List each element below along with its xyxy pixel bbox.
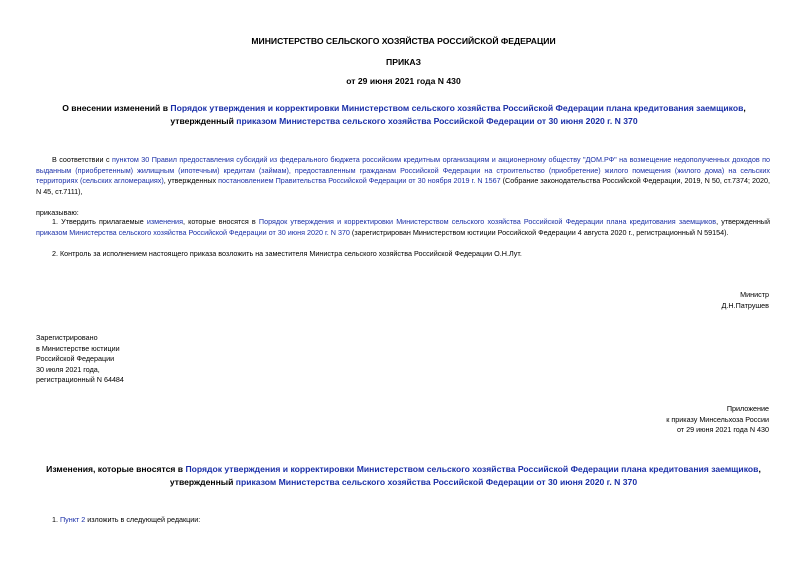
item-1-link-changes[interactable]: изменения	[146, 217, 183, 226]
title-mid: , утвержденный	[170, 103, 746, 126]
preamble-text-1: В соответствии с	[52, 155, 113, 164]
order-word: приказываю:	[36, 208, 79, 217]
document-type: ПРИКАЗ	[386, 57, 421, 67]
changes-title	[40, 463, 767, 489]
item-1-text-1: 1. Утвердить прилагаемые	[52, 217, 147, 226]
signature-position: Министр	[740, 290, 769, 299]
changes-title-prefix: Изменения, которые вносятся в	[46, 464, 186, 474]
preamble-link-decree[interactable]: постановлением Правительства Российской Федерации от 30 ноября 2019 г. N 1567	[218, 176, 501, 186]
registration-block	[36, 333, 124, 386]
order-date-number: от 29 июня 2021 года N 430	[346, 76, 461, 86]
item-1-text-4: (зарегистрирован Министерством юстиции Российской Федерации 4 августа 2020 г., регистрационный N 59154).	[349, 227, 729, 237]
change-1-text: изложить в следующей редакции:	[85, 515, 201, 524]
preamble-text-3: (Собрание законодательства Российской Федерации, 2019, N 50, ст.7374; 2020, N 45, ст.7111),	[36, 176, 770, 196]
registration-line: Зарегистрировано	[36, 333, 98, 342]
appendix-line: к приказу Минсельхоза России	[666, 414, 769, 424]
title-prefix: О внесении изменений в	[62, 103, 171, 113]
changes-title-link-procedure[interactable]: Порядок утверждения и корректировки Министерством сельского хозяйства Российской Федерации плана кредитования заемщиков	[185, 464, 759, 474]
title-link-order-370[interactable]: приказом Министерства сельского хозяйства Российской Федерации от 30 июня 2020 г. N 370	[236, 116, 638, 126]
preamble-paragraph	[36, 155, 770, 197]
change-1-paragraph	[52, 515, 200, 526]
appendix-block	[666, 404, 769, 436]
appendix-line: от 29 июня 2021 года N 430	[676, 425, 769, 435]
item-1-text-2: , которые вносятся в	[182, 217, 259, 226]
registration-line: Российской Федерации	[36, 354, 115, 364]
item-1-link-order-370[interactable]: приказом Министерства сельского хозяйства Российской Федерации от 30 июня 2020 г. N 370	[36, 227, 350, 237]
registration-line: 30 июля 2021 года,	[36, 364, 100, 374]
signature-name: Д.Н.Патрушев	[721, 300, 769, 310]
item-2-paragraph: 2. Контроль за исполнением настоящего приказа возложить на заместителя Министра сельского хозяйства Российской Федерации О.Н.Лут.	[52, 249, 522, 258]
preamble-link-rules[interactable]: пунктом 30 Правил предоставления субсидий из федерального бюджета российским кредитным организациям и акционерному обществу "ДОМ.РФ" на возмещение недополученных доходов по выданным (приобретенным) жилищным (ипотечным) кредитам (займам), предоставленным гражданам Российской Федерации на строительство (приобретение) жилого помещения (жилого дома) на сельских территориях (сельских агломерациях)	[36, 155, 770, 186]
item-1-text-3: , утвержденный	[716, 217, 770, 226]
ministry-header: МИНИСТЕРСТВО СЕЛЬСКОГО ХОЗЯЙСТВА РОССИЙСКОЙ ФЕДЕРАЦИИ	[251, 36, 556, 46]
item-1-paragraph	[36, 217, 770, 238]
registration-line: в Министерстве юстиции	[36, 343, 120, 353]
changes-title-mid: , утвержденный	[169, 464, 761, 487]
title-link-procedure[interactable]: Порядок утверждения и корректировки Министерством сельского хозяйства Российской Федерации плана кредитования заемщиков	[170, 103, 744, 113]
registration-line: регистрационный N 64484	[36, 375, 124, 385]
preamble-text-2: , утвержденных	[163, 176, 219, 186]
change-1-number: 1.	[52, 515, 60, 524]
item-1-link-procedure[interactable]: Порядок утверждения и корректировки Министерством сельского хозяйства Российской Федерации плана кредитования заемщиков	[258, 217, 717, 226]
changes-title-link-order-370[interactable]: приказом Министерства сельского хозяйства Российской Федерации от 30 июня 2020 г. N 370	[235, 477, 638, 487]
change-1-link-point-2[interactable]: Пункт 2	[60, 515, 86, 524]
appendix-line: Приложение	[726, 404, 769, 413]
order-title	[36, 102, 772, 128]
signature-block	[722, 290, 769, 311]
